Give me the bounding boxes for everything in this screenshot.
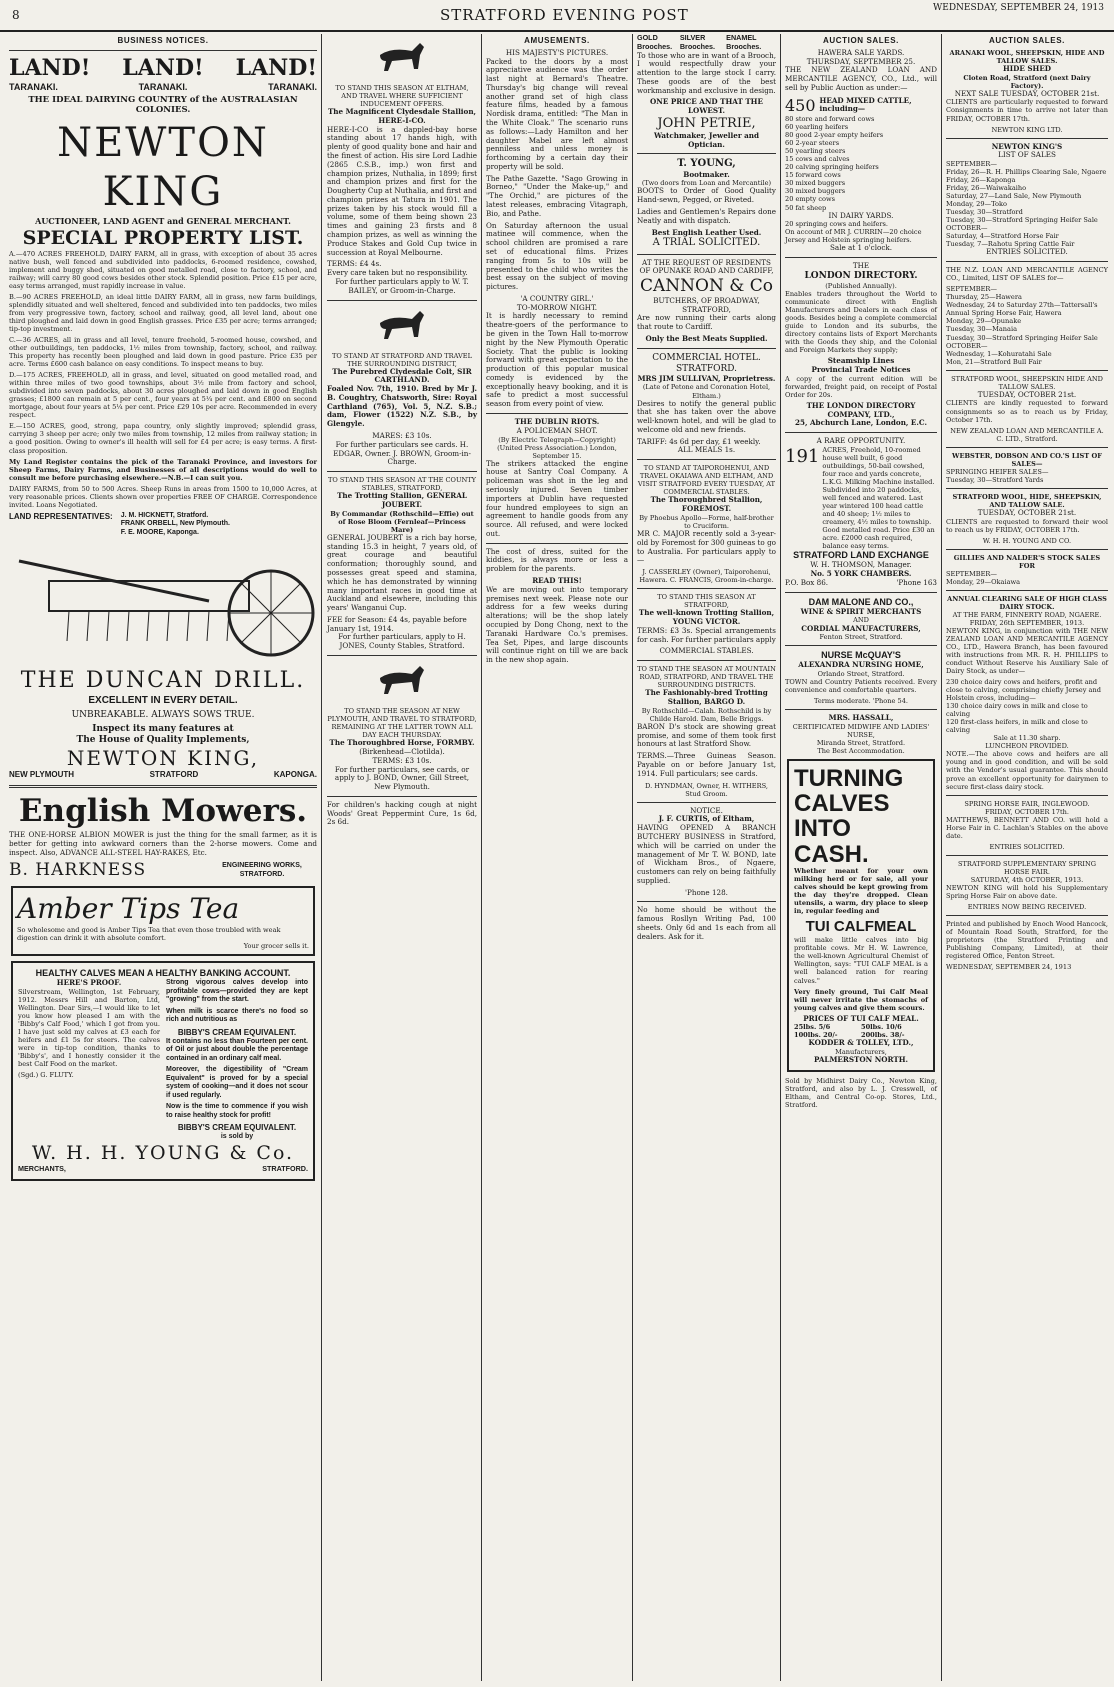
- steamship: Steamship Lines: [827, 356, 895, 366]
- section-heading: AUCTION SALES.: [989, 36, 1065, 45]
- dublin-riots: THE DUBLIN RIOTS.: [514, 417, 600, 426]
- joubert-fee: FEE for Season: £4 4s, payable before January 1st, 1914.: [327, 614, 467, 633]
- nzlm-text: THE NEW ZEALAND LOAN AND MERCANTILE AGENCY, CO., Ltd., will sell by Public Auction as under:—: [785, 65, 937, 92]
- press-line: (By Electric Telegraph—Copyright) (United Press Association.) London, September 15.: [497, 435, 617, 460]
- proof-heading: HERE'S PROOF.: [56, 978, 122, 988]
- formby-contact: For further particulars, see cards, or apply to J. BOND, Owner, Gill Street, New Plymouth.: [334, 764, 470, 792]
- horse-illustration: [327, 37, 477, 81]
- the-label: THE: [852, 261, 870, 271]
- house-of-quality: The House of Quality Implements,: [76, 735, 250, 746]
- saturday: SATURDAY, 4th OCTOBER, 1913.: [970, 875, 1084, 884]
- column-business-notices: [6, 34, 320, 1681]
- next-sale: NEXT SALE TUESDAY, OCTOBER 21st.: [954, 88, 1100, 98]
- tuesday-oct: TUESDAY, OCTOBER 21st.: [977, 389, 1077, 399]
- tea-grocer: Your grocer sells it.: [243, 942, 309, 951]
- tui-calfmeal-ad: [787, 759, 935, 1072]
- box-phone: P.O. Box 86. 'Phone 163: [785, 577, 937, 587]
- bargo-terms: TERMS.—Three Guineas Season. Payable on or before January 1st, 1914. Full particulars; see cards.: [637, 751, 776, 778]
- ideal-country: THE IDEAL DAIRYING COUNTRY of the AUSTRALASIAN COLONIES.: [28, 94, 298, 115]
- entries-solicited: ENTRIES SOLICITED.: [986, 247, 1068, 257]
- formby-heading: TO STAND THE SEASON AT NEW PLYMOUTH, AND TRAVEL TO STRATFORD, REMAINING AT THE LATTER TOWN ALL DAY EACH THURSDAY.: [327, 707, 477, 740]
- nk-supp: NEWTON KING will hold his Supplementary Spring Horse Fair on above date.: [946, 883, 1108, 900]
- riots-text: The strikers attacked the engine house at Santry Coal Company. A policeman was shot in the leg and seriously injured. Seven timber importers at Dublin have requested four hundred employees to sign an agreement to handle goods from any source. All refused, and were locked out.: [486, 458, 628, 538]
- column-auction-sales: [782, 34, 940, 1681]
- tea-subtext: So wholesome and good is Amber Tips Tea that even those troubled with weak digestion can drink it with absolute comfort.: [17, 926, 281, 943]
- victor-terms: TERMS: £3 3s. Special arrangements for cash. For further particulars apply: [637, 625, 776, 644]
- commercial-hotel: COMMERCIAL HOTEL. STRATFORD.: [652, 352, 761, 374]
- section-heading: AMUSEMENTS.: [524, 36, 590, 45]
- victor-name: The well-known Trotting Stallion, YOUNG VICTOR.: [638, 608, 775, 626]
- cloten-road: Cloten Road, Stratford (next Dairy Factory).: [963, 73, 1091, 90]
- sale-time: Sale at 1 o'clock.: [830, 243, 892, 253]
- list-of-sales: LIST OF SALES: [998, 150, 1056, 160]
- kiddies-dress: The cost of dress, suited for the kiddies, is always more or less a problem for the parents.: [486, 546, 628, 574]
- hereico-name: The Magnificent Clydesdale Stallion, HERE-I-CO.: [327, 107, 477, 125]
- midwife: CERTIFICATED MIDWIFE AND LADIES' NURSE,: [792, 722, 930, 740]
- policeman-shot: A POLICEMAN SHOT.: [516, 425, 598, 435]
- cattle-heading: 450 HEAD MIXED CATTLE, including—: [785, 95, 912, 115]
- tariff: TARIFF: 4s 6d per day, £1 weekly.: [637, 436, 761, 446]
- foremost-heading: TO STAND AT TAIPOROHENUI, AND TRAVEL OKAIAWA AND ELTHAM, AND VISIT STRATFORD EVERY TUESDAY, AT COMMERCIAL STABLES.: [637, 464, 776, 497]
- sullivan: MRS JIM SULLIVAN, Proprietress.: [637, 373, 776, 383]
- joubert-by: By Commandar (Rothschild—Effie) out of Rose Bloom (Fernleaf—Princess Mare): [330, 509, 474, 534]
- page-number: 8: [12, 8, 20, 22]
- entries-now: ENTRIES NOW BEING RECEIVED.: [967, 902, 1087, 911]
- notice-heading: NOTICE.: [690, 805, 723, 815]
- land-headline: LAND! LAND! LAND!: [9, 54, 317, 81]
- thursday: THURSDAY, SEPTEMBER 25.: [806, 56, 916, 66]
- tomorrow-night: TO-MORROW NIGHT.: [516, 302, 598, 312]
- meals: ALL MEALS 1s.: [677, 445, 736, 455]
- friday: FRIDAY, 26th SEPTEMBER, 1913.: [969, 618, 1085, 627]
- wool-3: STRATFORD WOOL, HIDE, SHEEPSKIN, AND TALLOW SALE.: [952, 492, 1102, 509]
- trial: A TRIAL SOLICITED.: [652, 237, 761, 249]
- whether-text: Whether meant for your own milking herd or for sale, all your calves should be kept growing from the day they're dropped. Clean utensils, a warm, dry place to sleep in, regular feeding and: [794, 866, 928, 916]
- palmerston: PALMERSTON NORTH.: [813, 1055, 909, 1065]
- copy-text: A copy of the current edition will be forwarded, freight paid, on receipt of Postal Order for 20s.: [785, 374, 937, 399]
- john-petrie: JOHN PETRIE,: [657, 116, 756, 132]
- stock-list: 230 choice dairy cows and heifers, profit and close to calving, comprising chiefly Jersey and Holstein cross, including— 130 choice dairy cows in milk and close to calving 120 first-class heifers, in milk and close to calving: [946, 678, 1101, 735]
- majestys-pictures: HIS MAJESTY'S PICTURES.: [505, 47, 609, 57]
- orlando: Orlando Street, Stratford.: [817, 670, 905, 679]
- listing: C.—36 ACRES, all in grass and all level, tenure freehold, 5-roomed house, cowshed, and other outbuildings, ten paddocks, 1½ miles from township, factory, school, and railway. This property has recently been ploughed and laid down in good pasture. Price £35 per acre. Terms £600 cash balance on easy conditions. To inspect means to buy.: [9, 336, 317, 369]
- very-finely: Very finely ground, Tui Calf Meal will never irritate the stomachs of young calves and give them scours.: [794, 987, 928, 1012]
- manufacturers: Manufacturers,: [835, 1048, 887, 1057]
- boots-text: BOOTS to Order of Good Quality Hand-sewn, Pegged, or Riveted.: [637, 186, 776, 205]
- now-time: Now is the time to commence if you wish to raise healthy stock for profit!: [166, 1103, 308, 1119]
- webster: WEBSTER, DOBSON AND CO.'S LIST OF SALES—: [952, 451, 1102, 468]
- prices-heading: PRICES OF TUI CALF MEAL.: [803, 1013, 919, 1023]
- special-property-list: SPECIAL PROPERTY LIST.: [22, 226, 304, 249]
- bargo-name: The Fashionably-bred Trotting Stallion, BARGO D.: [645, 688, 768, 706]
- victor-stables: COMMERCIAL STABLES.: [659, 646, 754, 656]
- request: AT THE REQUEST OF RESIDENTS OF OPUNAKE ROAD AND CARDIFF,: [639, 257, 774, 276]
- phone: 'Phone 128.: [685, 887, 728, 897]
- bootmaker: Bootmaker.: [683, 169, 730, 179]
- tuesday-2: TUESDAY, OCTOBER 21st.: [977, 507, 1077, 517]
- carthland-heading: TO STAND AT STRATFORD AND TRAVEL THE SURROUNDING DISTRICT,: [332, 351, 472, 368]
- nk-ltd: NEWTON KING LTD.: [991, 125, 1063, 134]
- saturday-matinee: On Saturday afternoon the usual matinee will commence, when the school children are promised a rare set of educational films. Prizes ranging from 5s to 10s will be presented to the child who writes the best essay on the subject of moving pictures.: [486, 220, 628, 292]
- rare-opportunity: A RARE OPPORTUNITY.: [816, 436, 906, 446]
- stratford-label: STRATFORD.: [262, 1163, 308, 1173]
- curtis-text: HAVING OPENED A BRANCH BUTCHERY BUSINESS in Stratford, which will be carried on under the management of Mr T. W. BOND, late of Wickham Bros., of Ngaere, customers can rely on being faithfully supplied.: [637, 823, 776, 885]
- harkness-block: B. HARKNESS ENGINEERING WORKS, STRATFORD.: [9, 860, 302, 881]
- springing: 20 springing cows and heifers.: [785, 220, 889, 229]
- spring-fair: SPRING HORSE FAIR, INGLEWOOD.: [964, 799, 1090, 808]
- amber-tips-tea-ad: [11, 886, 315, 956]
- hide-shed: HIDE SHED: [1002, 63, 1052, 73]
- sold-by: is sold by: [220, 1133, 254, 1141]
- listing: B.—90 ACRES FREEHOLD, an ideal little DAIRY FARM, all in grass, new farm buildings, splendidly situated and well sheltered, fenced and subdivided into ten paddocks, two miles from very progressive town, factory, school and railway, good, all level land, about one third ploughed and laid down in good English grasses. Price £35 per acre; terms arranged; tip-top investment.: [9, 292, 317, 334]
- tea-brand: Amber Tips Tea: [17, 892, 240, 926]
- friday-oct: FRIDAY, OCTOBER 17th.: [985, 807, 1069, 816]
- inspect-line: Inspect its many features at: [92, 724, 234, 735]
- formby-by: (Birkenhead—Clotilda).: [359, 746, 445, 756]
- tue30: Tuesday, 30—Stratford Yards: [946, 475, 1044, 484]
- oil-content: It contains no less than Fourteen per cent. of Oil or just about double the percentage contained in an ordinary calf meal.: [166, 1037, 308, 1062]
- curtis: J. F. CURTIS, of Eltham,: [658, 814, 755, 824]
- bibbys-ad: HEALTHY CALVES MEAN A HEALTHY BANKING ACCOUNT. HERE'S PROOF. Silverstream, Wellington, 1st February, 1912. Messrs Hill and Barton, Ltd, Wellington. Dear Sirs,—I would like to let you know how pleased I am with the 'Bibby's Calf Food,' which I got from you. I have just sold my calves at £3 each for heifers and £1 5s for steers. The calves were in tip-top condition, thanks to 'Bibby's', and I honestly consider it the best Calf Food on the market. (Sgd.) G. FLUTY. Strong vigorous calves develop into profitable cows—provided they are kept "growing" from the start. When milk is scarce there's no food so rich and nutritious as BIBBY'S CREAM EQUIVALENT. It contains no less than Fourteen per cent. of Oil or just about double the percentage contained in an ordinary calf meal. Moreover, the digestibility of "Cream Equivalent" is proved for by a special system of cooking—and it does not scour if used regularly. Now is the time to commence if you wish to raise healthy stock for profit! BIBBY'S CREAM EQUIVALENT. is sold by W. H. H. YOUNG & Co. MERCHANTS, STRATFORD.: [11, 961, 315, 1180]
- cattle-list: 80 store and forward cows 60 yearling heifers 80 good 2-year empty heifers 60 2-year steers 50 yearling steers 15 cows and calves 20 calving springing heifers 15 forward cows 30 mixed buggers 30 mixed buggers 20 empty cows 50 fat sheep: [785, 115, 884, 212]
- foremost-by: By Phoebus Apollo—Forme, half-brother to Cruciform.: [639, 513, 774, 530]
- land-register: My Land Register contains the pick of the Taranaki Province, and investors for Sheep Farms, Dairy Farms, and Businesses of all descriptions would do well to consult me before purchasing elsewhere.—N.B.—I can suit you.: [9, 457, 317, 482]
- peppermint-cure: For children's hacking cough at night Woods' Great Peppermint Cure, 1s 6d, 2s 6d.: [327, 799, 477, 827]
- strong-calves: Strong vigorous calves develop into profitable cows—provided they are kept "growing" from the start.: [166, 979, 308, 1004]
- sept-sales: SEPTEMBER— Friday, 26—R. H. Phillips Clearing Sale, Ngaere Friday, 26—Kaponga Friday, 26—Waiwakaiho Saturday, 27—Land Sale, New Plymouth Monday, 29—Toko Tuesday, 30—Stratford Tuesday, 30—Stratford Springing Heifer Sale OCTOBER— Saturday, 4—Stratford Horse Fair Tuesday, 7—Rahotu Spring Cattle Fair: [946, 160, 1107, 249]
- provincial: Provincial Trade Notices: [811, 365, 911, 375]
- brooches-heading: GOLD Brooches. SILVER Brooches. ENAMEL Brooches.: [637, 34, 762, 51]
- merchants-label: MERCHANTS,: [18, 1163, 66, 1173]
- ldc: THE LONDON DIRECTORY COMPANY, LTD.,: [806, 400, 916, 419]
- joubert-name: The Trotting Stallion, GENERAL JOUBERT.: [337, 491, 467, 509]
- carthland-name: The Purebred Clydesdale Colt, SIR CARTHLAND.: [332, 366, 472, 385]
- london-directory: LONDON DIRECTORY.: [804, 270, 918, 281]
- drill-tagline: EXCELLENT IN EVERY DETAIL.: [88, 694, 238, 706]
- section-heading: BUSINESS NOTICES.: [117, 36, 209, 45]
- hereico-contact: For further particulars apply to W. T. BAILEY, or Groom-in-Charge.: [335, 276, 469, 295]
- annual-clearing: ANNUAL CLEARING SALE OF HIGH CLASS DAIRY STOCK.: [947, 594, 1107, 611]
- english-mowers: English Mowers.: [18, 793, 308, 830]
- thomson: W. H. THOMSON, Manager.: [810, 560, 912, 570]
- column-local-ads: [634, 34, 779, 1681]
- sale-time: Sale at 11.30 sharp.: [993, 734, 1061, 743]
- cordial: CORDIAL MANUFACTURERS,: [801, 623, 921, 633]
- hereico-care: Every care taken but no responsibility.: [327, 268, 468, 278]
- bargo-text: BARON D's stock are showing great promise, and some of them took first honours at last Stratford Show.: [637, 721, 776, 749]
- column-auction-sales-2: [943, 34, 1111, 1681]
- price-list: 25lbs. 5/6 50lbs. 10/6 100lbs. 20/- 200lbs. 38/-: [794, 1023, 905, 1040]
- moving-notice: We are moving out into temporary premises next week. Please note our address for a few weeks during alterations; will be the shop lately occupied by Dong Chong, next to the Taranaki Hardware Co.'s premises. Tea Set, Pipes, and large discounts will continue right on till we are back in the new shop again.: [486, 584, 628, 665]
- bargo-heading: TO STAND THE SEASON AT MOUNTAIN ROAD, STRATFORD, AND TRAVEL THE SURROUNDING DISTRICTS.: [637, 665, 776, 690]
- town-list: NEW PLYMOUTH STRATFORD KAPONGA.: [9, 770, 317, 780]
- hereico-heading: TO STAND THIS SEASON AT ELTHAM, AND TRAVEL WHERE SUFFICIENT INDUCEMENT OFFERS.: [335, 84, 469, 109]
- drill-tagline-2: UNBREAKABLE. ALWAYS SOWS TRUE.: [71, 710, 255, 721]
- abchurch: 25, Abchurch Lane, London, E.C.: [794, 418, 928, 428]
- brooch-text: To those who are in want of a Brooch, I would respectfully draw your attention to the large stock I carry. These goods are of the best workmanship and exclusive in design.: [637, 50, 776, 95]
- newton-kings: NEWTON KING'S: [991, 141, 1063, 151]
- young-address: (Two doors from Loan and Mercantile): [641, 179, 772, 188]
- carthland-text: Foaled Nov. 7th, 1910. Bred by Mr J. B. Coughtry, Chatsworth, Sire: Royal Carthland (765), Vol. 5, N.Z. S.B.; dam, Flower (1522) N.Z. S.B., by Glengyle.: [327, 384, 477, 429]
- nk-conjunction: NEWTON KING, in conjunction with THE NEW ZEALAND LOAN AND MERCANTILE AGENCY CO., LTD., Hawera Branch, has been favoured with instructions from MR. R. H. PHILLIPS to conduct Without Reserve his Auxiliary Sale of Dairy Stock, as under—: [946, 626, 1108, 676]
- running-carts: Are now running their carts along that route to Cardiff.: [637, 313, 776, 332]
- proof-letter: Silverstream, Wellington, 1st February, 1912. Messrs Hill and Barton, Ltd, Wellington. Dear Sirs,—I would like to let you know how pleased I am with the 'Bibby's Calf Food,' which I got from you. I have just sold my calves at £3 each for heifers and £1 5s for steers. The calves were in tip-top condition, thanks to 'Bibby's', and I honestly consider it the best Calf Food on the market.: [18, 988, 160, 1069]
- butchers: BUTCHERS, OF BROADWAY, STRATFORD,: [653, 295, 760, 314]
- repairs-text: Ladies and Gentlemen's Repairs done Neatly and with dispatch.: [637, 207, 776, 225]
- wine: WINE & SPIRIT MERCHANTS: [800, 606, 922, 616]
- hassall: MRS. HASSALL,: [828, 713, 894, 723]
- best-meats: Only the Best Meats Supplied.: [645, 333, 768, 343]
- formby-terms: TERMS: £3 10s.: [372, 755, 432, 765]
- spring-heifer: SPRINGING HEIFER SALES—: [946, 467, 1049, 476]
- victor-heading: TO STAND THIS SEASON AT STRATFORD,: [657, 593, 756, 610]
- nurse-mcquay: NURSE McQUAY'S: [821, 650, 901, 661]
- wool-sales: ARANAKI WOOL, SHEEPSKIN, HIDE AND TALLOW SALES.: [949, 48, 1105, 65]
- imprint-date: WEDNESDAY, SEPTEMBER 24, 1913: [946, 963, 1072, 972]
- land-exchange: STRATFORD LAND EXCHANGE: [793, 550, 929, 561]
- entries-2: ENTRIES SOLICITED.: [989, 842, 1065, 851]
- hotel-desires: Desires to notify the general public that she has taken over the above well-known hotel, and will be glad to welcome old and new friends.: [637, 398, 776, 434]
- whh-young: W. H. H. YOUNG AND CO.: [982, 536, 1072, 545]
- newspaper-title: STRATFORD EVENING POST: [440, 6, 689, 24]
- petrie-sub: Watchmaker, Jeweller and Optician.: [653, 130, 760, 149]
- malone: DAM MALONE AND CO.,: [808, 596, 914, 607]
- gillies-sept: SEPTEMBER—: [946, 569, 997, 578]
- carthland-contact: For further particulars see cards. H. EDGAR, Owner. J. BROWN, Groom-in-Charge.: [333, 439, 471, 467]
- dairy-yards: IN DAIRY YARDS.: [828, 210, 894, 220]
- joubert-contact: For further particulars, apply to H. JONES, County Stables, Stratford.: [338, 632, 466, 651]
- bargo-by: By Rothschild—Calah. Rothschild is by Childe Harold. Dam, Belle Briggs.: [641, 706, 772, 723]
- digestibility: Moreover, the digestibility of "Cream Equivalent" is proved for by a special system of cooking—and it does not scour if used regularly.: [166, 1066, 308, 1099]
- masthead: [0, 0, 1114, 32]
- newton-king-name: NEWTON KING,: [66, 746, 260, 771]
- listing: E.—150 ACRES, good, strong, papa country, only slightly improved; splendid grass, carrying 3 sheep per acre; only two miles from township, 12 miles from railway station; in a good position. Owing to owner's ill health will sell for £4 per acre; is easy terms. A first-class proposition.: [9, 422, 317, 455]
- wool-2: STRATFORD WOOL, SHEEPSKIN HIDE AND TALLOW SALES.: [951, 374, 1103, 391]
- turning-calves: TURNING CALVES INTO CASH.: [794, 765, 904, 868]
- tui-text: will make little calves into big profitable cows. Mr H. W. Lawrence, the well-known Agricultural Chemist of Wellington, says: "TUI CALF MEAL is a well balanced ration for rearing calves.": [794, 936, 928, 985]
- terms-phone: Terms moderate. 'Phone 54.: [813, 697, 909, 706]
- leather: Best English Leather Used.: [651, 227, 762, 237]
- fenton: Fenton Street, Stratford.: [819, 633, 903, 642]
- alexandra: ALEXANDRA NURSING HOME,: [798, 660, 924, 670]
- nzlmc: NEW ZEALAND LOAN AND MERCANTILE A. C. LTD., Stratford.: [950, 426, 1104, 443]
- section-heading: AUCTION SALES.: [823, 36, 899, 45]
- kodder-tolley: KODDER & TOLLEY, LTD.,: [808, 1038, 914, 1048]
- joubert-text: GENERAL JOUBERT is a rich bay horse, standing 15.3 in height, 7 years old, of great courage and beautiful conformation; thoroughly sound, and possesses great speed and stamina, which he has demonstrated by winning many important races in good time at Auckland and elsewhere, including this years' Wanganui Cup.: [327, 532, 477, 613]
- hereico-text: HERE-I-CO is a dappled-bay horse standing about 17 hands high, with plenty of good quality bone and hair and the finest of action. His sire Lord Ladhie (2865 C.S.B., imp.) won first and champion prizes, Nuthalia, in 1899; first and champion prizes and first for the Dougherty Cup at Nuthalia, and first and champion prizes at Tatura in 1901. The prizes taken by his stock would fill a volume, some of them being shown 23 times and gaining 23 firsts and 8 champion prizes, as well as winning the Produce Stakes and Gold Cup twice in succession at Royal Melbourne.: [327, 124, 477, 257]
- listing: A.—470 ACRES FREEHOLD, DAIRY FARM, all in grass, with exception of about 35 acres native bush, well fenced and subdivided into paddocks, 6-roomed residence, cowshed, implement and buggy shed, situated on good metalled road, close to factory, school, and railway; will carry 80 good cows besides other stock. Splendid position. Price £15 per acre, easy terms arranged, must rapidly increase in value.: [9, 249, 317, 290]
- healthy-calves-heading: HEALTHY CALVES MEAN A HEALTHY BANKING ACCOUNT.: [35, 968, 291, 979]
- pictures-text: Packed to the doors by a most appreciative audience was the order last night at Bernard's Theatre. Thursday's big change will reveal another grand set of high class feature films, headed by a famous Nordisk drama, entitled: "The Man in the White Cloak." The scenario runs as follows:—Lady Hamilton and her daughter Mabel are left almost penniless and unless money is forthcoming by a certain day their property will be sold.: [486, 56, 628, 171]
- seed-drill-illustration: [9, 541, 315, 661]
- currin-account: On account of MR J. CURRIN—20 choice Jersey and Holstein springing heifers.: [785, 228, 922, 245]
- gillies-list: Monday, 29—Okaiawa: [946, 577, 1021, 586]
- note: NOTE.—The above cows and heifers are all young and in good condition, and will be sold with the Vendor's usual guarantee. This should prove an excellent opportunity for dairymen to secure first-class dairy stock.: [946, 750, 1108, 791]
- country-girl-heading: 'A COUNTRY GIRL.': [520, 293, 594, 303]
- clients-note: CLIENTS are particularly requested to forward Consignments in time to arrive not later than FRIDAY, OCTOBER 17th.: [946, 98, 1108, 123]
- one-price: ONE PRICE AND THAT THE LOWEST.: [650, 97, 763, 116]
- matthews: MATTHEWS, BENNETT AND CO. will hold a Horse Fair in C. Lachlan's Stables on the above date.: [946, 815, 1108, 840]
- luncheon: LUNCHEON PROVIDED.: [985, 742, 1069, 751]
- formby-name: The Thoroughbred Horse, FORMBY.: [329, 738, 475, 748]
- cannon-co: CANNON & Co: [639, 276, 774, 297]
- foremost-text: MR C. MAJOR recently sold a 3-year-old by Foremost for 300 guineas to go to Australia. For particulars apply to—: [637, 528, 776, 565]
- joubert-heading: TO STAND THIS SEASON AT THE COUNTY STABLES, STRATFORD,: [327, 476, 477, 493]
- clients-2: CLIENTS are kindly requested to forward consignments so as to reach us by Friday, October 17th.: [946, 399, 1108, 424]
- imprint: Printed and published by Enoch Wood Hancock, of Mountain Road South, Stratford, for the proprietors (the Stratford Printing and Publishing Company, Limited), at their registered Office, Fenton Street.: [946, 919, 1108, 961]
- town-patients: TOWN and Country Patients received. Every convenience and comfortable quarters.: [785, 678, 937, 695]
- acres-block: 191 ACRES, Freehold, 10-roomed house well built, 6 good outbuildings, 50-bail cowshed, four race and yards concrete, L.K.G. Milking Machine installed. Subdivided into 20 paddocks, well fenced and watered. Last year wintered 100 head cattle and 40 sheep; 1½ miles to creamery, 4½ miles to township. Good metalled road. Price £30 an acre. £2000 cash required, balance easy terms.: [785, 446, 935, 551]
- directory-text: Enables traders throughout the World to communicate direct with English Manufacturers and Dealers in each class of goods. Besides being a complete commercial guide to London and its suburbs, the directory contains lists of Export Merchants with the Goods they ship, and the Colonial and Foreign Markets they supply;: [785, 289, 937, 355]
- tui-brand: TUI CALFMEAL: [805, 918, 917, 936]
- taranaki-line: TARANAKI. TARANAKI. TARANAKI.: [9, 81, 317, 92]
- writing-pad: No home should be without the famous Rosllyn Writing Pad, 100 sheets. Only 6d and 1s each from all dealers. Ask for it.: [637, 905, 776, 941]
- column-stallions: [324, 34, 480, 1681]
- carthland-terms: MARES: £3 10s.: [372, 431, 432, 441]
- issue-date: WEDNESDAY, SEPTEMBER 24, 1913: [933, 3, 1104, 13]
- listing: D.—175 ACRES, FREEHOLD, all in grass, and level, situated on good metalled road, and within three miles of two good townships, about 3½ mile from factory and school, subdivided into seven paddocks, about 30 acres ploughed and laid down in good English grasses; £1800 can remain at 5 per cent., four years at 5¼ per cent. and £800 on second mortgage, about four years at 5¼ per cent. Price £29 10s per acre. Recommended in every respect.: [9, 371, 317, 420]
- supplementary: STRATFORD SUPPLEMENTARY SPRING HORSE FAIR.: [957, 859, 1097, 876]
- clients-3: CLIENTS are requested to forward their wool to reach us by FRIDAY, OCTOBER 17th.: [946, 517, 1108, 534]
- pathe-gazette: The Pathe Gazette. "Sago Growing in Borneo," "Under the Make-up," and "The Orchid," are pictures of the latest releases, embracing Vitagraph, Bio, and Pathe.: [486, 173, 628, 218]
- land-representatives: LAND REPRESENTATIVES: J. M. HICKNETT, Stratford. FRANK ORBELL, New Plymouth. F. E. MOORE, Kaponga.: [9, 511, 230, 536]
- miranda: Miranda Street, Stratford.: [816, 739, 906, 748]
- milk-scarce: When milk is scarce there's no food so rich and nutritious as: [166, 1007, 308, 1024]
- proof-signature: (Sgd.) G. FLUTY.: [18, 1071, 74, 1080]
- and-label: AND: [853, 616, 869, 625]
- column-amusements: [483, 34, 631, 1681]
- auctioneer-line: AUCTIONEER, LAND AGENT and GENERAL MERCHANT.: [35, 215, 291, 226]
- duncan-drill: THE DUNCAN DRILL.: [20, 668, 306, 694]
- gillies: GILLIES AND NALDER'S STOCK SALES FOR: [953, 553, 1101, 570]
- t-young: T. YOUNG,: [677, 158, 736, 170]
- foremost-name: The Thoroughbred Stallion, FOREMOST.: [650, 495, 763, 514]
- dairy-farms: DAIRY FARMS, from 50 to 500 Acres. Sheep Runs in areas from 1500 to 10,000 Acres, at very reasonable prices. Clients shown over properties FREE OF CHARGE. Correspondence invited. Loans Negotiated.: [9, 484, 317, 509]
- annual: (Published Annually).: [825, 281, 897, 290]
- whh-young: W. H. H. YOUNG & Co.: [31, 1141, 295, 1164]
- chambers: No. 5 YORK CHAMBERS.: [810, 569, 912, 579]
- mowers-text: THE ONE-HORSE ALBION MOWER is just the thing for the small farmer, as it is better for getting into awkward corners than the 2-horse mowers. Come and inspect. Also, ADVANCE ALL-STEEL HAY-RAKES, Etc.: [9, 829, 317, 857]
- horse-illustration: [327, 305, 477, 349]
- hawera-yards: HAWERA SALE YARDS.: [817, 47, 905, 57]
- horse-illustration: [327, 660, 477, 704]
- nzlm-sales: SEPTEMBER— Thursday, 25—Hawera Wednesday, 24 to Saturday 27th—Tattersall's Annual Spring Horse Fair, Hawera Monday, 29—Opunake Tuesday, 30—Manaia Tuesday, 30—Stratford Springing Heifer Sale OCTOBER— Wednesday, 1—Kohuratahi Sale Mon, 21—Stratford Bull Fair: [946, 285, 1098, 366]
- late-of: (Late of Petone and Coronation Hotel, Eltham.): [642, 383, 771, 400]
- hereico-terms: TERMS: £4 4s.: [327, 259, 382, 269]
- farm: AT THE FARM, FINNERTY ROAD, NGAERE.: [952, 610, 1102, 619]
- bargo-owner: D. HYNDMAN, Owner, H. WITHERS, Stud Groom.: [645, 781, 768, 798]
- nzlm-list: THE N.Z. LOAN AND MERCANTILE AGENCY CO., Limited, LIST OF SALES for—: [946, 266, 1108, 283]
- country-girl-text: It is hardly necessary to remind theatre-goers of the performance to be given in the Town Hall to-morrow night by the New Plymouth Operatic Society. That the public is looking forward with great expectation to the production of this popular musical comedy is evidenced by the exceptionally heavy booking, and it is safe to predict a most successful season from every point of view.: [486, 311, 628, 409]
- bibbys-cream: BIBBY'S CREAM EQUIVALENT.: [177, 1027, 297, 1037]
- read-this: READ THIS!: [532, 576, 582, 586]
- best-acc: The Best Accommodation.: [817, 747, 905, 756]
- foremost-owner: J. CASSERLEY (Owner), Taiporohenui, Hawera. C. FRANCIS, Groom-in-charge.: [639, 568, 774, 585]
- newton-king-heading: NEWTON KING: [57, 120, 269, 216]
- sold-by: Sold by Midhirst Dairy Co., Newton King, Stratford, and also by L. J. Cresswell, of Eltham, and Central Co-op. Stores, Ltd., Stratford.: [785, 1077, 937, 1110]
